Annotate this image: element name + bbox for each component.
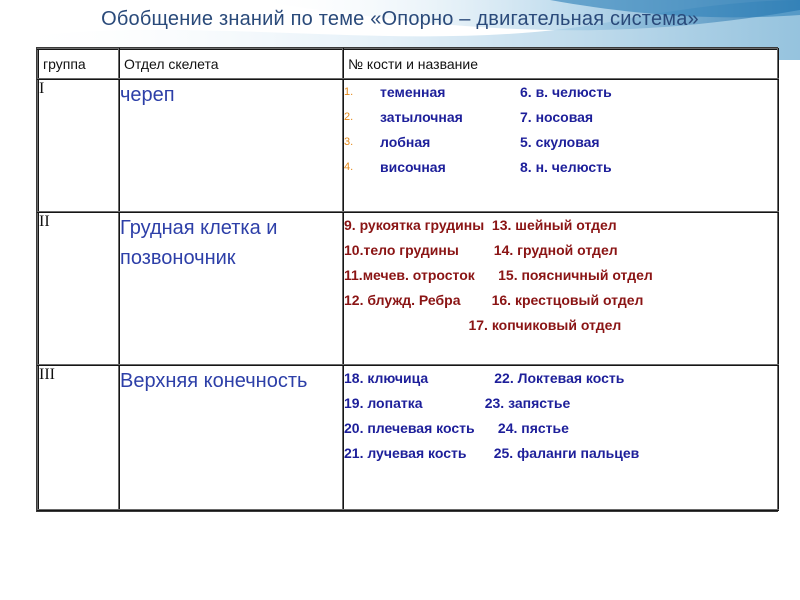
section-cell: череп	[119, 79, 343, 212]
list-item	[344, 105, 777, 130]
bone-name: височная	[380, 159, 446, 175]
bone-line: 19. лопатка 23. запястье	[344, 395, 571, 411]
bone-line: 9. рукоятка грудины 13. шейный отдел	[344, 217, 617, 233]
bone-line: 10.тело грудины 14. грудной отдел	[344, 242, 618, 258]
bone-line: 17. копчиковый отдел	[344, 317, 622, 333]
section-cell: Верхняя конечность	[119, 365, 343, 510]
list-number: 4.	[344, 161, 354, 173]
table-header-row	[38, 49, 778, 79]
skull-bone-list	[344, 80, 777, 180]
bones-cell	[343, 212, 778, 365]
section-cell: Грудная клетка и позвоночник	[119, 212, 343, 365]
group-cell: I	[38, 79, 119, 212]
list-number: 1.	[344, 86, 354, 98]
bone-line: 20. плечевая кость 24. пястье	[344, 420, 569, 436]
skeleton-table	[37, 48, 779, 511]
group-cell: II	[38, 212, 119, 365]
table-row	[38, 212, 778, 365]
header-bones: № кости и название	[343, 49, 778, 79]
bones-cell	[343, 365, 778, 510]
bone-name: лобная	[380, 134, 431, 150]
bone-name: 5. скуловая	[520, 134, 600, 150]
bones-cell	[343, 79, 778, 212]
group-cell: III	[38, 365, 119, 510]
bone-line: 11.мечев. отросток 15. поясничный отдел	[344, 267, 653, 283]
header-section: Отдел скелета	[119, 49, 343, 79]
bone-line: 21. лучевая кость 25. фаланги пальцев	[344, 445, 640, 461]
bone-line: 12. блужд. Ребра 16. крестцовый отдел	[344, 292, 644, 308]
header-group: группа	[38, 49, 119, 79]
list-number: 3.	[344, 136, 354, 148]
bone-name: теменная	[380, 84, 446, 100]
bone-name: 6. в. челюсть	[520, 84, 612, 100]
bone-name: затылочная	[380, 109, 463, 125]
table-row	[38, 365, 778, 510]
bone-line: 18. ключица 22. Локтевая кость	[344, 370, 625, 386]
table-row	[38, 79, 778, 212]
bone-name: 7. носовая	[520, 109, 594, 125]
bone-name: 8. н. челюсть	[520, 159, 612, 175]
list-item	[344, 80, 777, 105]
list-item	[344, 155, 777, 180]
list-number: 2.	[344, 111, 354, 123]
list-item	[344, 130, 777, 155]
slide-title: Обобщение знаний по теме «Опорно – двигательная система»	[101, 8, 699, 30]
